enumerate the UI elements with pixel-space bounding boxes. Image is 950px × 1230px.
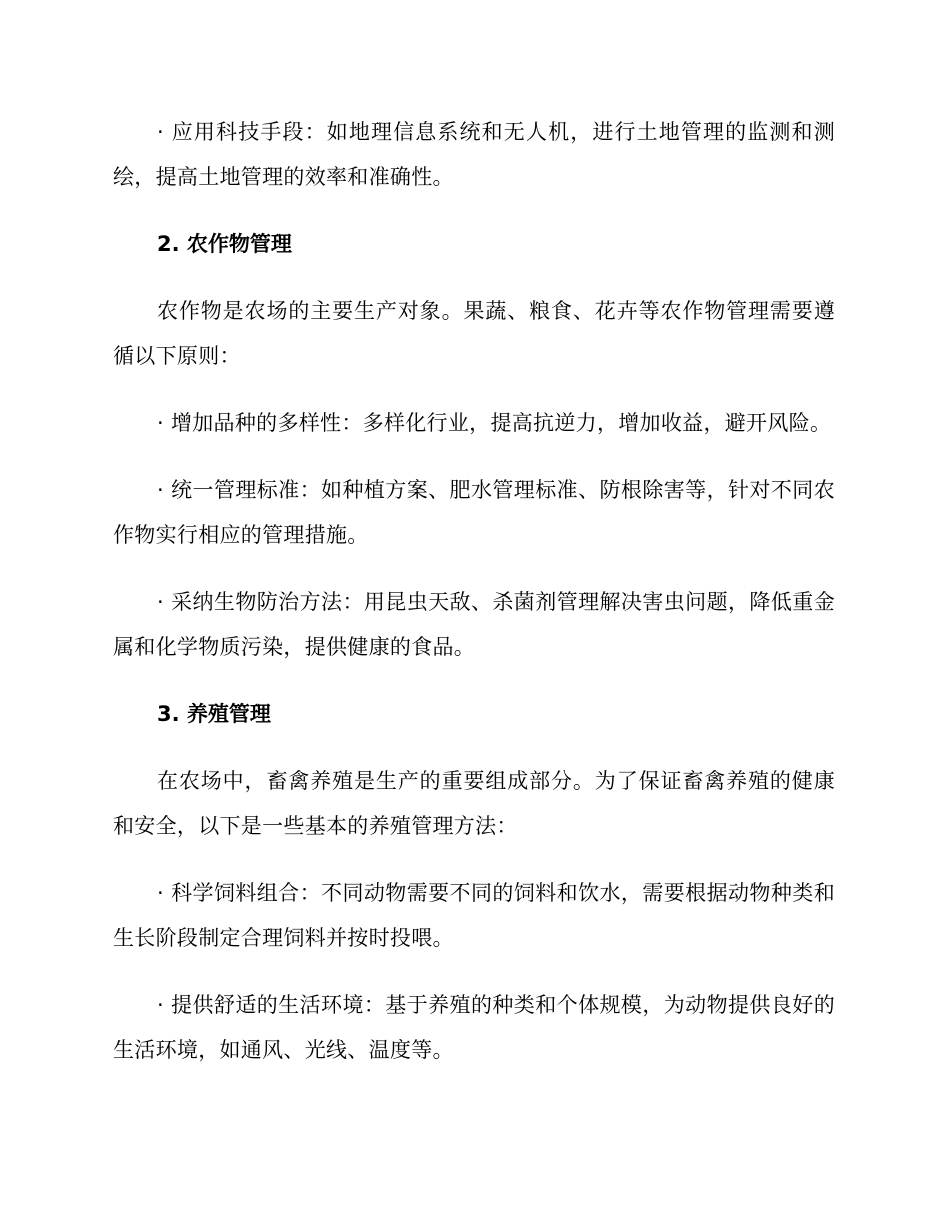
body-paragraph: 农作物是农场的主要生产对象。果蔬、粮食、花卉等农作物管理需要遵循以下原则：	[113, 299, 835, 368]
body-paragraph: 在农场中，畜禽养殖是生产的重要组成部分。为了保证畜禽养殖的健康和安全，以下是一些基本的养殖管理方法：	[113, 769, 835, 838]
section-heading: 2. 农作物管理	[157, 232, 292, 256]
bullet-paragraph: · 增加品种的多样性：多样化行业，提高抗逆力，增加收益，避开风险。	[157, 411, 832, 435]
bullet-paragraph: · 采纳生物防治方法：用昆虫天敌、杀菌剂管理解决害虫问题，降低重金属和化学物质污染，提供健康的食品。	[113, 590, 835, 659]
document-body	[113, 110, 835, 1095]
bullet-paragraph: · 应用科技手段：如地理信息系统和无人机，进行土地管理的监测和测绘，提高土地管理的效率和准确性。	[113, 120, 835, 189]
bullet-paragraph: · 科学饲料组合：不同动物需要不同的饲料和饮水，需要根据动物种类和生长阶段制定合理饲料并按时投喂。	[113, 881, 835, 950]
section-heading: 3. 养殖管理	[157, 702, 271, 726]
bullet-paragraph: · 提供舒适的生活环境：基于养殖的种类和个体规模，为动物提供良好的生活环境，如通风、光线、温度等。	[113, 993, 835, 1062]
bullet-paragraph: · 统一管理标准：如种植方案、肥水管理标准、防根除害等，针对不同农作物实行相应的管理措施。	[113, 478, 835, 547]
